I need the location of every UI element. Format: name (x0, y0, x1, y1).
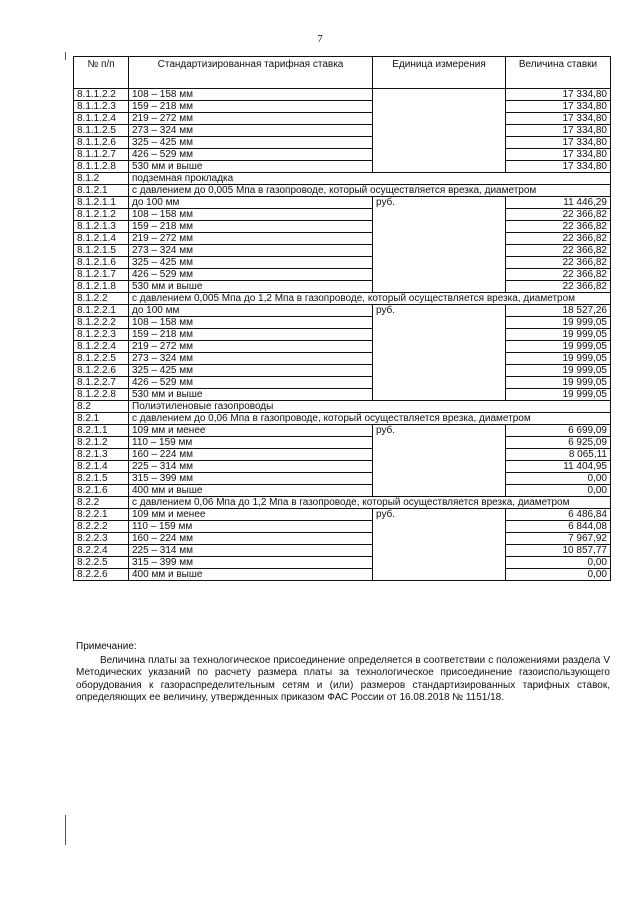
row-value: 22 366,82 (506, 281, 611, 293)
note-title: Примечание: (76, 641, 137, 652)
row-num: 8.1.2.2.2 (74, 317, 129, 329)
section-8-2 (74, 401, 611, 425)
row-num: 8.2.1.3 (74, 449, 129, 461)
table-row (74, 221, 611, 233)
row-value: 10 857,77 (506, 545, 611, 557)
section-num: 8.2 (74, 401, 129, 413)
row-value: 19 999,05 (506, 317, 611, 329)
row-num: 8.2.2.3 (74, 533, 129, 545)
table-row (74, 317, 611, 329)
table-row (74, 473, 611, 485)
row-value: 17 334,80 (506, 149, 611, 161)
table-row (74, 461, 611, 473)
row-name: 110 – 159 мм (129, 521, 373, 533)
table-row (74, 389, 611, 401)
section-8-1-2-2 (74, 293, 611, 305)
row-value: 19 999,05 (506, 353, 611, 365)
row-name: 219 – 272 мм (129, 341, 373, 353)
row-value: 22 366,82 (506, 209, 611, 221)
table-row (74, 101, 611, 113)
row-value: 11 446,29 (506, 197, 611, 209)
section-title: подземная прокладка (129, 173, 611, 185)
section-row (74, 413, 611, 425)
table-row (74, 425, 611, 437)
row-name: 426 – 529 мм (129, 377, 373, 389)
row-value: 22 366,82 (506, 221, 611, 233)
row-value: 22 366,82 (506, 269, 611, 281)
row-num: 8.2.2.4 (74, 545, 129, 557)
row-name: 315 – 399 мм (129, 557, 373, 569)
row-num: 8.1.2.1.2 (74, 209, 129, 221)
row-num: 8.2.1.4 (74, 461, 129, 473)
section-title: с давлением до 0,06 Мпа в газопроводе, который осуществляется врезка, диаметром (129, 413, 611, 425)
row-name: 530 мм и выше (129, 389, 373, 401)
table-row (74, 125, 611, 137)
row-num: 8.2.2.5 (74, 557, 129, 569)
section-title: Полиэтиленовые газопроводы (129, 401, 611, 413)
row-name: 400 мм и выше (129, 569, 373, 581)
rate-group-d (74, 425, 611, 497)
section-num: 8.2.1 (74, 413, 129, 425)
row-value: 17 334,80 (506, 113, 611, 125)
row-num: 8.1.2.2.6 (74, 365, 129, 377)
row-value: 17 334,80 (506, 125, 611, 137)
row-name: до 100 мм (129, 305, 373, 317)
row-name: 219 – 272 мм (129, 113, 373, 125)
note-body: Величина платы за технологическое присоединение определяется в соответствии с положениями раздела V Методических указаний по расчету размера платы за технологическое присоединение газоиспользующего оборудования к газораспределительным сетям и (или) размеров стандартизированных тарифных ставок, определяющих ее величину, утвержденных приказом ФАС России от 16.08.2018 № 1151/18. (76, 654, 610, 703)
row-name: 400 мм и выше (129, 485, 373, 497)
table-row (74, 305, 611, 317)
row-name: 426 – 529 мм (129, 269, 373, 281)
margin-mark (65, 815, 66, 845)
row-value: 0,00 (506, 569, 611, 581)
table-row (74, 89, 611, 101)
row-name: 219 – 272 мм (129, 233, 373, 245)
row-name: 108 – 158 мм (129, 209, 373, 221)
row-name: 426 – 529 мм (129, 149, 373, 161)
row-num: 8.2.2.1 (74, 509, 129, 521)
rate-group-b (74, 197, 611, 293)
row-num: 8.1.2.2.1 (74, 305, 129, 317)
row-value: 8 065,11 (506, 449, 611, 461)
row-value: 19 999,05 (506, 329, 611, 341)
row-value: 17 334,80 (506, 89, 611, 101)
note (76, 641, 610, 705)
rate-group-e (74, 509, 611, 581)
row-value: 22 366,82 (506, 257, 611, 269)
row-num: 8.1.2.2.7 (74, 377, 129, 389)
section-8-2-2 (74, 497, 611, 509)
table-row (74, 521, 611, 533)
row-value: 17 334,80 (506, 161, 611, 173)
row-num: 8.1.2.2.4 (74, 341, 129, 353)
header-unit: Единица измерения (373, 57, 506, 89)
row-num: 8.1.1.2.5 (74, 125, 129, 137)
row-value: 0,00 (506, 485, 611, 497)
row-name: 225 – 314 мм (129, 461, 373, 473)
row-num: 8.1.1.2.3 (74, 101, 129, 113)
unit-cell: руб. (373, 509, 506, 581)
row-name: 273 – 324 мм (129, 245, 373, 257)
row-num: 8.1.1.2.4 (74, 113, 129, 125)
section-num: 8.1.2.1 (74, 185, 129, 197)
row-num: 8.1.1.2.2 (74, 89, 129, 101)
table-row (74, 281, 611, 293)
section-row (74, 173, 611, 185)
header-value: Величина ставки (506, 57, 611, 89)
row-num: 8.1.2.1.1 (74, 197, 129, 209)
table-row (74, 245, 611, 257)
rate-group-c (74, 305, 611, 401)
row-num: 8.1.2.1.8 (74, 281, 129, 293)
row-num: 8.1.1.2.6 (74, 137, 129, 149)
section-title: с давлением 0,005 Мпа до 1,2 Мпа в газопроводе, который осуществляется врезка, диаметром (129, 293, 611, 305)
unit-cell: руб. (373, 425, 506, 497)
table-row (74, 269, 611, 281)
row-value: 0,00 (506, 557, 611, 569)
row-num: 8.1.2.1.3 (74, 221, 129, 233)
row-name: 530 мм и выше (129, 161, 373, 173)
row-name: 273 – 324 мм (129, 125, 373, 137)
row-num: 8.1.2.1.6 (74, 257, 129, 269)
header-name: Стандартизированная тарифная ставка (129, 57, 373, 89)
unit-cell: руб. (373, 305, 506, 401)
row-num: 8.1.2.1.4 (74, 233, 129, 245)
row-value: 17 334,80 (506, 137, 611, 149)
table-row (74, 437, 611, 449)
section-title: с давлением до 0,005 Мпа в газопроводе, который осуществляется врезка, диаметром (129, 185, 611, 197)
table-row (74, 509, 611, 521)
row-name: 530 мм и выше (129, 281, 373, 293)
section-row (74, 497, 611, 509)
table-row (74, 137, 611, 149)
row-value: 6 486,84 (506, 509, 611, 521)
row-value: 7 967,92 (506, 533, 611, 545)
row-value: 22 366,82 (506, 233, 611, 245)
rate-group-a (74, 89, 611, 173)
section-row (74, 401, 611, 413)
row-name: 273 – 324 мм (129, 353, 373, 365)
row-num: 8.1.2.1.7 (74, 269, 129, 281)
section-row (74, 293, 611, 305)
margin-mark (65, 52, 66, 60)
row-name: 325 – 425 мм (129, 365, 373, 377)
section-num: 8.1.2 (74, 173, 129, 185)
row-name: до 100 мм (129, 197, 373, 209)
table-row (74, 545, 611, 557)
row-num: 8.1.2.2.8 (74, 389, 129, 401)
page-number: 7 (317, 33, 323, 45)
row-value: 6 844,08 (506, 521, 611, 533)
table-row (74, 149, 611, 161)
row-num: 8.2.1.5 (74, 473, 129, 485)
row-value: 19 999,05 (506, 377, 611, 389)
row-value: 19 999,05 (506, 341, 611, 353)
section-title: с давлением 0,06 Мпа до 1,2 Мпа в газопроводе, который осуществляется врезка, диаметром (129, 497, 611, 509)
row-name: 315 – 399 мм (129, 473, 373, 485)
tariff-rates-table (73, 56, 611, 581)
table-header-row (74, 57, 611, 89)
unit-cell (373, 89, 506, 173)
table-row (74, 533, 611, 545)
row-num: 8.1.1.2.8 (74, 161, 129, 173)
row-value: 11 404,95 (506, 461, 611, 473)
row-name: 160 – 224 мм (129, 533, 373, 545)
table-row (74, 113, 611, 125)
row-name: 225 – 314 мм (129, 545, 373, 557)
row-value: 19 999,05 (506, 389, 611, 401)
row-num: 8.2.2.2 (74, 521, 129, 533)
section-row (74, 185, 611, 197)
table-row (74, 161, 611, 173)
table-row (74, 353, 611, 365)
table-row (74, 485, 611, 497)
table-row (74, 377, 611, 389)
row-num: 8.1.1.2.7 (74, 149, 129, 161)
table-row (74, 209, 611, 221)
row-name: 109 мм и менее (129, 509, 373, 521)
row-name: 160 – 224 мм (129, 449, 373, 461)
row-name: 108 – 158 мм (129, 317, 373, 329)
table-row (74, 365, 611, 377)
table-row (74, 233, 611, 245)
row-value: 19 999,05 (506, 365, 611, 377)
row-num: 8.1.2.2.5 (74, 353, 129, 365)
row-num: 8.1.2.1.5 (74, 245, 129, 257)
row-name: 159 – 218 мм (129, 329, 373, 341)
row-name: 109 мм и менее (129, 425, 373, 437)
header-num: № п/п (74, 57, 129, 89)
section-num: 8.2.2 (74, 497, 129, 509)
row-num: 8.2.1.6 (74, 485, 129, 497)
row-value: 17 334,80 (506, 101, 611, 113)
table-row (74, 257, 611, 269)
row-value: 6 699,09 (506, 425, 611, 437)
row-num: 8.1.2.2.3 (74, 329, 129, 341)
table-row (74, 449, 611, 461)
row-name: 110 – 159 мм (129, 437, 373, 449)
row-value: 22 366,82 (506, 245, 611, 257)
row-name: 325 – 425 мм (129, 137, 373, 149)
row-num: 8.2.1.2 (74, 437, 129, 449)
row-value: 6 925,09 (506, 437, 611, 449)
row-name: 159 – 218 мм (129, 221, 373, 233)
row-value: 0,00 (506, 473, 611, 485)
row-num: 8.2.1.1 (74, 425, 129, 437)
unit-cell: руб. (373, 197, 506, 293)
row-value: 18 527,26 (506, 305, 611, 317)
section-8-1-2 (74, 173, 611, 197)
row-num: 8.2.2.6 (74, 569, 129, 581)
table-row (74, 341, 611, 353)
row-name: 108 – 158 мм (129, 89, 373, 101)
table-row (74, 329, 611, 341)
row-name: 159 – 218 мм (129, 101, 373, 113)
table-row (74, 569, 611, 581)
section-num: 8.1.2.2 (74, 293, 129, 305)
row-name: 325 – 425 мм (129, 257, 373, 269)
table-row (74, 557, 611, 569)
table-row (74, 197, 611, 209)
